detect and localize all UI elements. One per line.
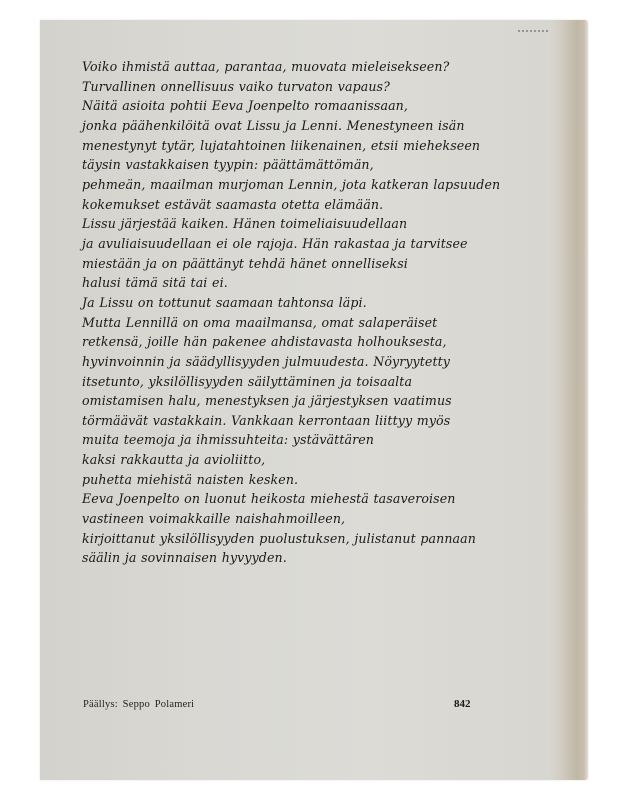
blurb-line: Mutta Lennillä on oma maailmansa, omat salaperäiset	[82, 314, 438, 330]
blurb-line: Näitä asioita pohtii Eeva Joenpelto romaanissaan,	[82, 98, 408, 114]
spine-edge	[560, 20, 588, 780]
blurb-line: menestynyt tytär, lujatahtoinen liikenainen, etsii miehekseen	[82, 137, 481, 153]
blurb-line: jonka päähenkilöitä ovat Lissu ja Lenni. Menestyneen isän	[82, 117, 465, 133]
blurb-line: ja avuliaisuudellaan ei ole rajoja. Hän rakastaa ja tarvitsee	[82, 235, 468, 251]
blurb-line: itsetunto, yksilöllisyyden säilyttäminen ja toisaalta	[82, 373, 413, 389]
blurb-line: Eeva Joenpelto on luonut heikosta miehestä tasaveroisen	[82, 491, 456, 507]
blurb-line: Ja Lissu on tottunut saamaan tahtonsa läpi.	[82, 294, 367, 310]
blurb-line: muita teemoja ja ihmissuhteita: ystävättären	[82, 432, 374, 448]
blurb-line: pehmeän, maailman murjoman Lennin, jota katkeran lapsuuden	[82, 176, 501, 192]
blurb-text	[82, 57, 500, 568]
catalog-number: 842	[454, 698, 471, 710]
blurb-line: kokemukset estävät saamasta otetta elämään.	[82, 196, 384, 212]
blurb-line: törmäävät vastakkain. Vankkaan kerrontaan liittyy myös	[82, 412, 451, 428]
blurb-line: retkensä, joille hän pakenee ahdistavasta holhouksesta,	[82, 334, 447, 350]
blurb-line: kirjoittanut yksilöllisyyden puolustuksen, julistanut pannaan	[82, 530, 476, 546]
book-back-cover	[40, 20, 588, 780]
blurb-line: miestään ja on päättänyt tehdä hänet onnelliseksi	[82, 255, 408, 271]
blurb-line: halusi tämä sitä tai ei.	[82, 275, 228, 291]
blurb-line: omistamisen halu, menestyksen ja järjestyksen vaatimus	[82, 393, 452, 409]
cover-design-credit: Päällys: Seppo Polameri	[83, 699, 195, 710]
blurb-line: Lissu järjestää kaiken. Hänen toimeliaisuudellaan	[82, 216, 408, 232]
blurb-line: täysin vastakkaisen tyypin: päättämättömän,	[82, 157, 374, 173]
blurb-line: Voiko ihmistä auttaa, parantaa, muovata mieleisekseen?	[82, 59, 450, 74]
blurb-line: hyvinvoinnin ja säädyllisyyden julmuudesta. Nöyryytetty	[82, 353, 451, 369]
blurb-line: Turvallinen onnellisuus vaiko turvaton vapaus?	[82, 78, 390, 94]
blurb-line: vastineen voimakkaille naishahmoilleen,	[82, 511, 346, 527]
blurb-line: kaksi rakkautta ja avioliitto,	[82, 452, 266, 468]
printed-mark	[518, 30, 548, 32]
blurb-line: säälin ja sovinnaisen hyvyyden.	[82, 550, 287, 566]
blurb-line: puhetta miehistä naisten kesken.	[82, 471, 299, 487]
